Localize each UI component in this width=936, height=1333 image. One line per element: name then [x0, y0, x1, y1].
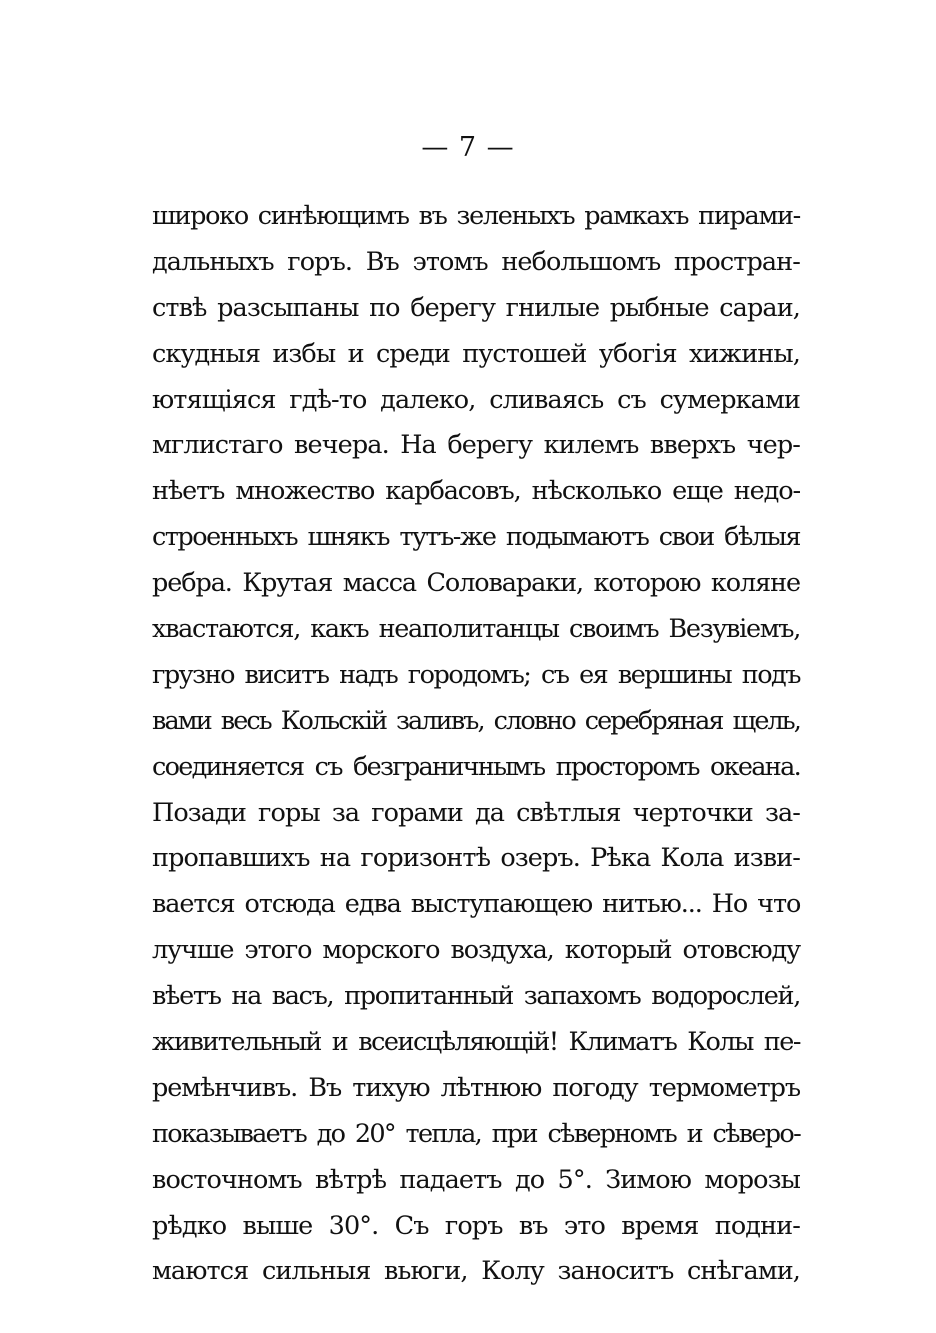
text-line: восточномъ вѣтрѣ падаетъ до 5°. Зимою морозы — [152, 1164, 800, 1195]
text-line: широко синѣющимъ въ зеленыхъ рамкахъ пирами- — [152, 201, 800, 231]
text-line: нѣетъ множество карбасовъ, нѣсколько еще недо- — [152, 476, 800, 507]
text-line: соединяется съ безграничнымъ просторомъ океана. — [152, 751, 800, 782]
text-line: ребра. Крутая масса Соловараки, которою коляне — [152, 568, 800, 599]
text-line: лучше этого морского воздуха, который отовсюду — [152, 935, 800, 966]
text-line: хвастаются, какъ неаполитанцы своимъ Везувіемъ, — [152, 614, 800, 645]
text-line: ствѣ разсыпаны по берегу гнилые рыбные сараи, — [152, 292, 800, 323]
text-line: живительный и всеисцѣляющій! Климатъ Колы пе- — [152, 1027, 800, 1058]
text-line: вѣетъ на васъ, пропитанный запахомъ водорослей, — [152, 981, 800, 1012]
text-line: ютящіяся гдѣ-то далеко, сливаясь съ сумерками — [152, 384, 800, 415]
text-line: мглистаго вечера. На берегу килемъ вверхъ чер- — [152, 430, 800, 461]
text-line: показываетъ до 20° тепла, при сѣверномъ и сѣверо- — [152, 1118, 800, 1149]
text-line: маются сильныя вьюги, Колу заноситъ снѣгами, — [152, 1256, 800, 1287]
text-line: вается отсюда едва выступающею нитью... Но что — [152, 889, 801, 920]
page-number: — 7 — — [421, 132, 515, 163]
body-text — [152, 194, 800, 1295]
text-line: рѣдко выше 30°. Съ горъ въ это время подни- — [152, 1210, 800, 1241]
text-line: скудныя избы и среди пустошей убогія хижины, — [152, 338, 800, 369]
text-line: грузно виситъ надъ городомъ; съ ея вершины подъ — [152, 659, 800, 690]
text-line: ремѣнчивъ. Въ тихую лѣтнюю погоду термометръ — [152, 1072, 800, 1103]
text-line: дальныхъ горъ. Въ этомъ небольшомъ простран- — [152, 246, 800, 277]
text-line: пропавшихъ на горизонтѣ озеръ. Рѣка Кола изви- — [152, 843, 800, 874]
text-line: строенныхъ шнякъ тутъ-же подымаютъ свои бѣлыя — [152, 522, 800, 553]
text-line: вами весь Кольскій заливъ, словно серебряная щель, — [152, 705, 800, 736]
text-line: Позади горы за горами да свѣтлыя черточки за- — [152, 797, 800, 828]
